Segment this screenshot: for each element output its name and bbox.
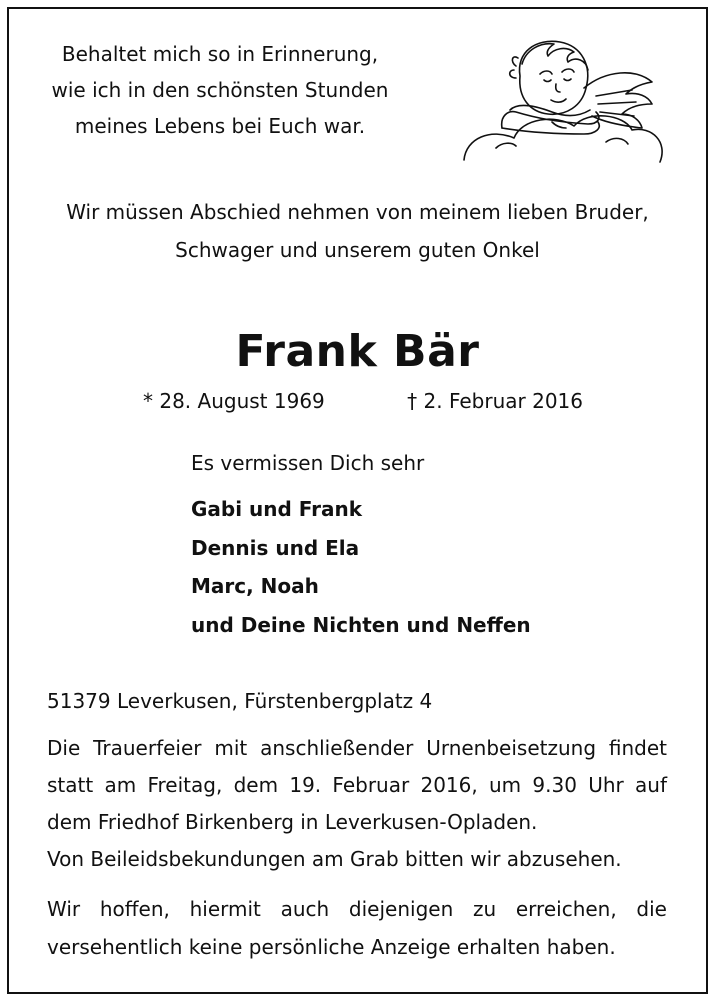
ceremony-line: Von Beileidsbekundungen am Grab bitten wir abzusehen. xyxy=(47,847,622,871)
closing-text xyxy=(47,890,667,966)
intro-text xyxy=(0,193,715,269)
birth-date: * 28. August 1969 xyxy=(143,389,325,413)
deceased-name: Frank Bär xyxy=(235,326,480,377)
ceremony-line: Die Trauerfeier mit anschließender Urnenbeisetzung findet xyxy=(47,736,667,760)
life-dates xyxy=(143,386,583,416)
death-date: † 2. Februar 2016 xyxy=(407,389,583,413)
poem-line: meines Lebens bei Euch war. xyxy=(74,114,366,138)
angel-on-cloud-icon xyxy=(456,30,676,172)
poem xyxy=(20,36,420,144)
mourner-name: Marc, Noah xyxy=(191,574,319,598)
mourners-list xyxy=(191,490,531,644)
mourners-heading: Es vermissen Dich sehr xyxy=(191,451,425,475)
mourner-name: und Deine Nichten und Neffen xyxy=(191,612,531,637)
intro-line: Schwager und unserem guten Onkel xyxy=(175,238,540,262)
intro-line: Wir müssen Abschied nehmen von meinem lieben Bruder, xyxy=(66,200,649,224)
poem-line: Behaltet mich so in Erinnerung, xyxy=(61,42,379,66)
ceremony-line: dem Friedhof Birkenberg in Leverkusen-Opladen. xyxy=(47,810,538,834)
mourner-name: Dennis und Ela xyxy=(191,535,360,560)
ceremony-text xyxy=(47,730,667,878)
closing-line: versehentlich keine persönliche Anzeige erhalten haben. xyxy=(47,935,616,959)
mourner-name: Gabi und Frank xyxy=(191,497,363,521)
closing-line: Wir hoffen, hiermit auch diejenigen zu erreichen, die xyxy=(47,897,667,921)
address: 51379 Leverkusen, Fürstenbergplatz 4 xyxy=(47,689,433,713)
poem-line: wie ich in den schönsten Stunden xyxy=(51,78,389,102)
ceremony-line: statt am Freitag, dem 19. Februar 2016, um 9.30 Uhr auf xyxy=(47,773,667,797)
